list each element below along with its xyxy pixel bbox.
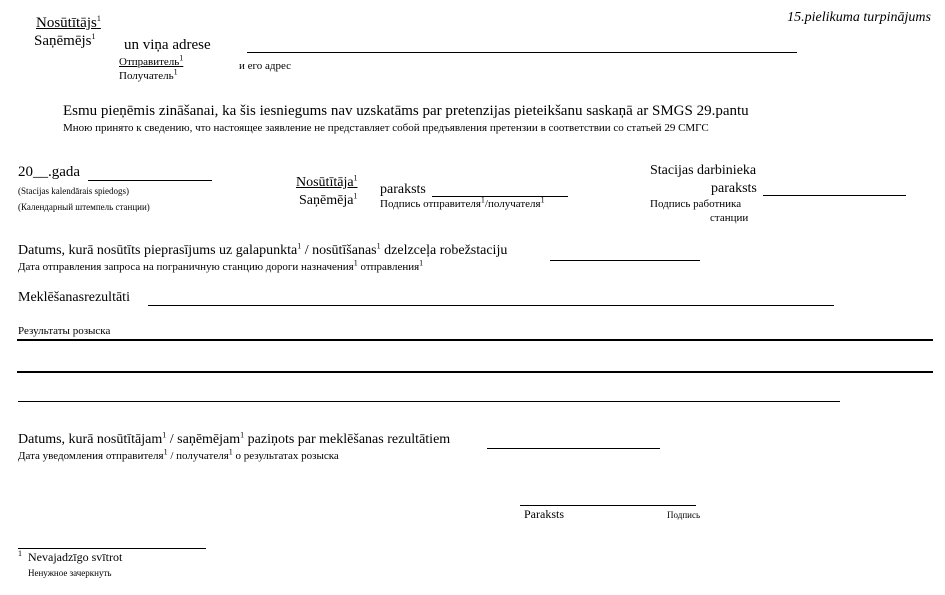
notice-ru: Мною принято к сведению, что настоящее заявление не представляет собой предъявления претензии в соответствии со статьей 29 СМГС [63,122,709,134]
receiver-label-lv: Saņēmējs$^1$ [34,32,96,49]
notify-date-lv: Datums, kurā nosūtītājam$^1$ / saņēmējam$^1$ paziņots par meklēšanas rezultātiem [18,430,451,447]
signature-line[interactable] [432,196,568,197]
address-line[interactable] [247,52,797,53]
search-results-line-3[interactable] [17,371,933,373]
footnote-ru: Ненужное зачеркнуть [28,568,112,578]
search-results-line-2[interactable] [17,339,933,341]
signature-label-lv: paraksts [380,182,426,197]
appendix-title: 15.pielikuma turpinājums [787,10,931,25]
search-results-lv: Meklēšanasrezultāti [18,290,130,305]
footnote-separator [18,548,206,549]
date-line[interactable] [88,180,212,181]
station-worker-label: Stacijas darbinieka [650,163,757,178]
stamp-label-ru: (Календарный штемпель станции) [18,202,150,212]
sender-signature-label: Nosūtītāja$^1$ [296,173,358,190]
request-date-ru: Дата отправления запроса на пограничную станцию дороги назначения$^1$ отправления$^1$ [18,258,424,273]
date-year-label: 20__.gada [18,164,81,180]
final-signature-line[interactable] [520,505,696,506]
receiver-signature-label: Saņēmēja$^1$ [299,191,358,208]
station-signature-line[interactable] [763,195,906,196]
final-signature-ru: Подпись [667,510,701,520]
search-results-ru: Результаты розыска [18,325,111,337]
notify-date-ru: Дата уведомления отправителя$^1$ / получателя$^1$ о результатах розыска [18,447,339,462]
search-results-line-1[interactable] [148,305,834,306]
signature-label-ru: Подпись отправителя$^1$/получателя$^1$ [380,195,545,210]
request-date-lv: Datums, kurā nosūtīts pieprasījums uz galapunkta$^1$ / nosūtīšanas$^1$ dzelzceļa robežstaciju [18,241,508,258]
stamp-label-lv: (Stacijas kalendārais spiedogs) [18,186,129,196]
station-ru: станции [710,212,749,224]
request-date-line[interactable] [550,260,700,261]
address-label-lv: un viņa adrese [124,37,211,53]
sender-label-lv: Nosūtītājs$^1$ [36,14,101,31]
search-results-line-4[interactable] [18,401,840,402]
receiver-label-ru: Получатель$^1$ [119,67,178,82]
address-label-ru: и его адрес [239,60,292,72]
notice-lv: Esmu pieņēmis zināšanai, ka šis iesniegums nav uzskatāms par pretenzijas pieteikšanu saskaņā ar SMGS 29.pantu [63,103,749,119]
station-worker-ru: Подпись работника [650,198,742,210]
sender-label-ru: Отправитель$^1$ [119,53,184,68]
station-signature-label: paraksts [711,181,757,196]
notify-date-line[interactable] [487,448,660,449]
final-signature-lv: Paraksts [524,507,564,521]
footnote-lv: $^1$ Nevajadzīgo svītrot [18,549,123,564]
